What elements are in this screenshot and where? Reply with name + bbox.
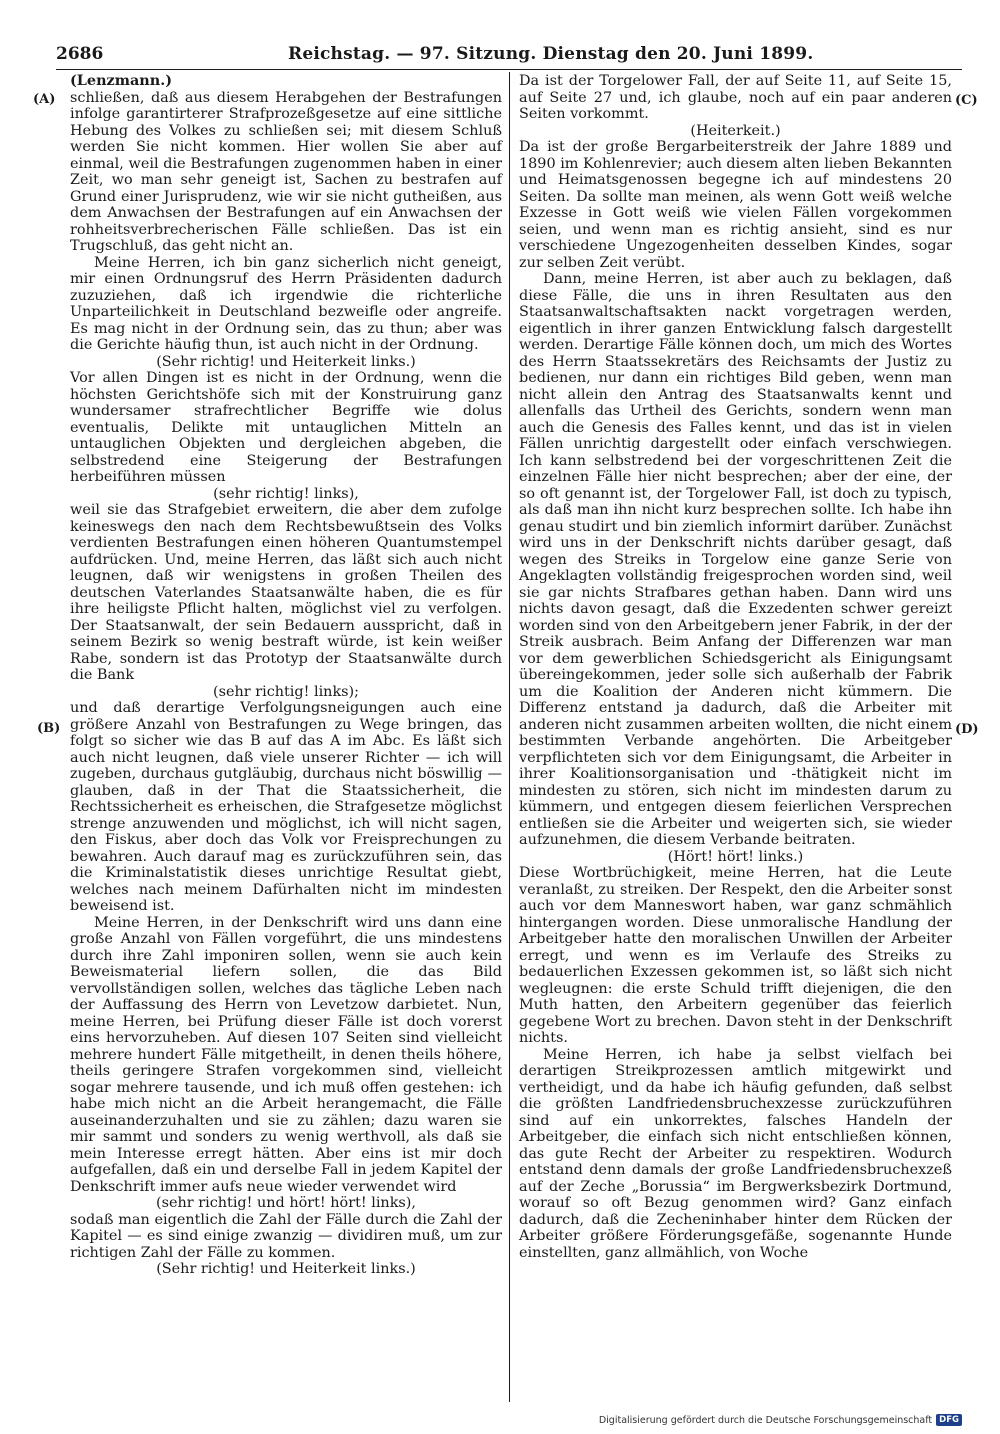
column-divider — [509, 72, 510, 1402]
paragraph: schließen, daß aus diesem Herabgehen der Bestrafungen infolge garantirterer Strafprozeßgesetze auf eine sittliche Hebung des Volkes zu schließen sei; mit diesem Schluß werden Sie nicht kommen. Hier wollen Sie aber auf einmal, weil die Bestrafungen zugenommen haben in einer Zeit, wo man sehr geneigt ist, Sachen zu bestrafen auf Grund einer Jurisprudenz, wie wir sie nicht gutheißen, aus dem Anwachsen der Bestrafungen auf ein Anwachsen der rohheitsverbrecherischen Fälle schließen. Das ist ein Trugschluß, das geht nicht an. — [70, 89, 502, 254]
paragraph: Meine Herren, ich bin ganz sicherlich nicht geneigt, mir einen Ordnungsruf des Herrn Präsidenten dadurch zuzuziehen, daß ich irgendwie die richterliche Unparteilichkeit in Deutschland bezweifle oder angreife. Es mag nicht in der Ordnung sein, das zu thun; aber was die Gerichte häufig thun, ist auch nicht in der Ordnung. — [70, 254, 502, 353]
paragraph: Da ist der Torgelower Fall, der auf Seite 11, auf Seite 15, auf Seite 27 und, ich glaube, noch auf ein paar anderen Seiten vorkommt. — [519, 73, 952, 122]
paragraph: Dann, meine Herren, ist aber auch zu beklagen, daß diese Fälle, die uns in ihren Resultaten aus den Staatsanwaltschaftsakten nackt vorgetragen werden, eigentlich in ihrer ganzen Entwicklung falsch dargestellt werden. Derartige Fälle können doch, um mich des Wortes des Herrn Staatssekretärs des Reichsamts der Justiz zu bedienen, nur dann ein richtiges Bild geben, wenn man nicht allein den Antrag des Staatsanwalts kennt und allenfalls das Urtheil des Gerichts, sondern wenn man auch die Genesis des Falles kennt, und das ist in vielen Fällen unrichtig dargestellt oder einfach verschwiegen. Ich kann selbstredend bei der vorgeschrittenen Zeit die einzelnen Fälle hier nicht besprechen; aber der eine, der so oft genannt ist, der Torgelower Fall, ist doch zu typisch, als daß man ihn nicht kurz besprechen sollte. Ich habe ihn genau studirt und bin ziemlich informirt darüber. Zunächst wird uns in der Denkschrift nichts darüber gesagt, daß wegen des Streiks in Torgelow eine ganze Serie von Angeklagten vollständig freigesprochen worden sind, weil sie gar nichts Strafbares gethan haben. Dann wird uns nichts davon gesagt, daß die Exzedenten schwer gereizt worden sind von den Arbeitgebern jener Fabrik, in der der Streik ausbrach. Beim Anfang der Differenzen war man vor dem gewerblichen Schiedsgericht als Einigungsamt übereingekommen, jeder solle sich außerhalb der Fabrik um die Koalition der Anderen nicht kümmern. Die Differenz entstand ja dadurch, daß die Arbeiter mit anderen nicht zusammen arbeiten wollten, die nicht einem bestimmten Verbande angehörten. Die Arbeitgeber verpflichteten sich vor dem Einigungsamt, die Arbeiter in ihrer Koalitionsorganisation und -thätigkeit nicht im mindesten zu stören, sich nicht im mindesten darum zu kümmern, und entgegen diesem feierlichen Versprechen entließen sie die Arbeiter und weigerten sich, sie wieder aufzunehmen, die diesem Verbande beitraten. — [519, 271, 952, 848]
paragraph: weil sie das Strafgebiet erweitern, die aber dem zufolge keineswegs den nach dem Rechtsbewußtsein des Volks verdienten Bestrafungen einen höheren Quantumstempel aufdrücken. Und, meine Herren, das läßt sich auch nicht leugnen, daß wir wenigstens in großen Theilen des deutschen Vaterlandes Staatsanwälte haben, die es für ihre heiligste Pflicht halten, möglichst viel zu verfolgen. Der Staatsanwalt, der sein Bedauern ausspricht, daß in seinem Bezirk so wenig bestraft würde, ist kein weißer Rabe, sondern ist das Prototyp der Staatsanwälte durch die Bank — [70, 502, 502, 683]
interjection: (Heiterkeit.) — [690, 122, 781, 139]
right-column — [519, 73, 952, 1261]
interjection: (sehr richtig! und hört! hört! links), — [156, 1195, 416, 1211]
running-title: Reichstag. — 97. Sitzung. Dienstag den 20. Juni 1899. — [288, 44, 814, 64]
paragraph: und daß derartige Verfolgungsneigungen auch eine größere Anzahl von Bestrafungen zu Wege bringen, das folgt so sicher wie das B auf das A im Abc. Es läßt sich auch nicht leugnen, daß viele unserer Richter — ich will zugeben, durchaus gutgläubig, durchaus nicht böswillig — glauben, daß in der That die Staatssicherheit, die Rechtssicherheit es erheischen, die Strafgesetze möglichst strenge anzuwenden und möglichst, ich will nicht sagen, den Fiskus, aber doch das Volk vor Freisprechungen zu bewahren. Auch darauf mag es zurückzuführen sein, das die Kriminalstatistik dieses unrichtige Resultat giebt, welches nach meinem Dafürhalten nicht im mindesten beweisend ist. — [70, 700, 502, 914]
interjection: (Sehr richtig! und Heiterkeit links.) — [156, 1261, 416, 1277]
interjection: (sehr richtig! links); — [212, 683, 360, 700]
paragraph: Diese Wortbrüchigkeit, meine Herren, hat die Leute veranlaßt, zu streiken. Der Respekt, den die Arbeiter sonst auch vor dem Manneswort haben, war ganz schmählich hintergangen worden. Diese unmoralische Handlung der Arbeitgeber hatte den moralischen Unwillen der Arbeiter erregt, und wenn es im Verlaufe des Streiks zu bedauerlichen Exzessen gekommen ist, so läßt sich nicht wegleugnen: die erste Schuld trifft diejenigen, die den Muth hatten, den Arbeitern gegenüber das feierlich gegebene Wort zu brechen. Davon steht in der Denkschrift nichts. — [519, 865, 952, 1046]
paragraph: sodaß man eigentlich die Zahl der Fälle durch die Zahl der Kapitel — es sind einige zwanzig — dividiren muß, um zur richtigen Zahl der Fälle zu kommen. — [70, 1211, 502, 1261]
paragraph: Meine Herren, in der Denkschrift wird uns dann eine große Anzahl von Fällen vorgeführt, die uns mindestens durch ihre Zahl imponiren sollen, wenn sie auch kein Beweismaterial liefern sollen, die das Bild vervollständigen sollen, welches das tägliche Leben nach der Auffassung des Herrn von Levetzow darbietet. Nun, meine Herren, bei Prüfung dieser Fälle ist doch vorerst eins hervorzuheben. Auf diesen 107 Seiten sind vielleicht mehrere hundert Fälle mitgetheilt, in denen theils höhere, theils geringere Strafen vorgekommen sind, vielleicht sogar mehrere tausende, und ich muß offen gestehen: ich habe mich nicht an die Arbeit herangemacht, die Fälle auseinanderzuhalten und sie zu zählen; dazu waren sie mir sammt und sonders zu wenig werthvoll, als daß sie mein Interesse erregt hätten. Aber eins ist mir doch aufgefallen, daß ein und derselbe Fall in jedem Kapitel der Denkschrift immer aufs neue wieder verwendet wird — [70, 914, 502, 1195]
paragraph: Vor allen Dingen ist es nicht in der Ordnung, wenn die höchsten Gerichtshöfe sich mit der Konstruirung ganz wundersamer strafrechtlicher Begriffe wie dolus eventualis, Delikte mit untauglichen Mitteln an untauglichen Objekten und dergleichen abgeben, die selbstredend eine Steigerung der Bestrafungen herbeiführen müssen — [70, 370, 502, 485]
credit-text: Digitalisierung gefördert durch die Deutsche Forschungsgemeinschaft — [598, 1414, 933, 1426]
paragraph: Meine Herren, ich habe ja selbst vielfach bei derartigen Streikprozessen amtlich mitgewirkt und vertheidigt, und da habe ich häufig gefunden, daß selbst die größten Landfriedensbruchexzesse zurückzuführen sind auf ein unkorrektes, falsches Handeln der Arbeitgeber, die einfach sich nicht entschließen können, das gute Recht der Arbeiter zu respektiren. Wodurch entstand denn damals der große Landfriedensbruchexzeß auf der Zeche „Borussia“ im Bergwerksbezirk Dortmund, worauf so oft Bezug genommen wird? Ganz einfach dadurch, daß die Zecheninhaber hinter dem Rücken der Arbeiter größere Förderungsgefäße, sogenannte Hunde einstellten, ganz allmählich, von Woche — [519, 1046, 952, 1261]
interjection: (Sehr richtig! und Heiterkeit links.) — [156, 353, 416, 370]
margin-marker-d: (D) — [955, 722, 979, 737]
page-header — [56, 44, 962, 68]
interjection: (sehr richtig! links), — [213, 485, 359, 502]
interjection: (Hört! hört! links.) — [667, 848, 804, 865]
margin-marker-b: (B) — [37, 721, 61, 736]
paragraph: Da ist der große Bergarbeiterstreik der Jahre 1889 und 1890 im Kohlenrevier; auch diesem alten lieben Bekannten und Heimatsgenossen begegne ich auf mindestens 20 Seiten. Da sollte man meinen, als wenn Gott weiß welche Exzesse in Gott weiß wie vielen Fällen vorgekommen seien, und wenn man es richtig ansieht, sind es nur verschiedene Ungezogenheiten desselben Kindes, sogar zur selben Zeit verübt. — [519, 139, 952, 271]
dfg-logo-icon: DFG — [936, 1414, 962, 1426]
speaker-name: (Lenzmann.) — [70, 72, 173, 89]
margin-marker-a: (A) — [33, 92, 56, 107]
left-column — [70, 73, 502, 1278]
header-rule — [56, 69, 962, 70]
margin-marker-c: (C) — [955, 93, 978, 108]
digitization-credit — [599, 1414, 962, 1426]
page-number: 2686 — [56, 44, 104, 64]
